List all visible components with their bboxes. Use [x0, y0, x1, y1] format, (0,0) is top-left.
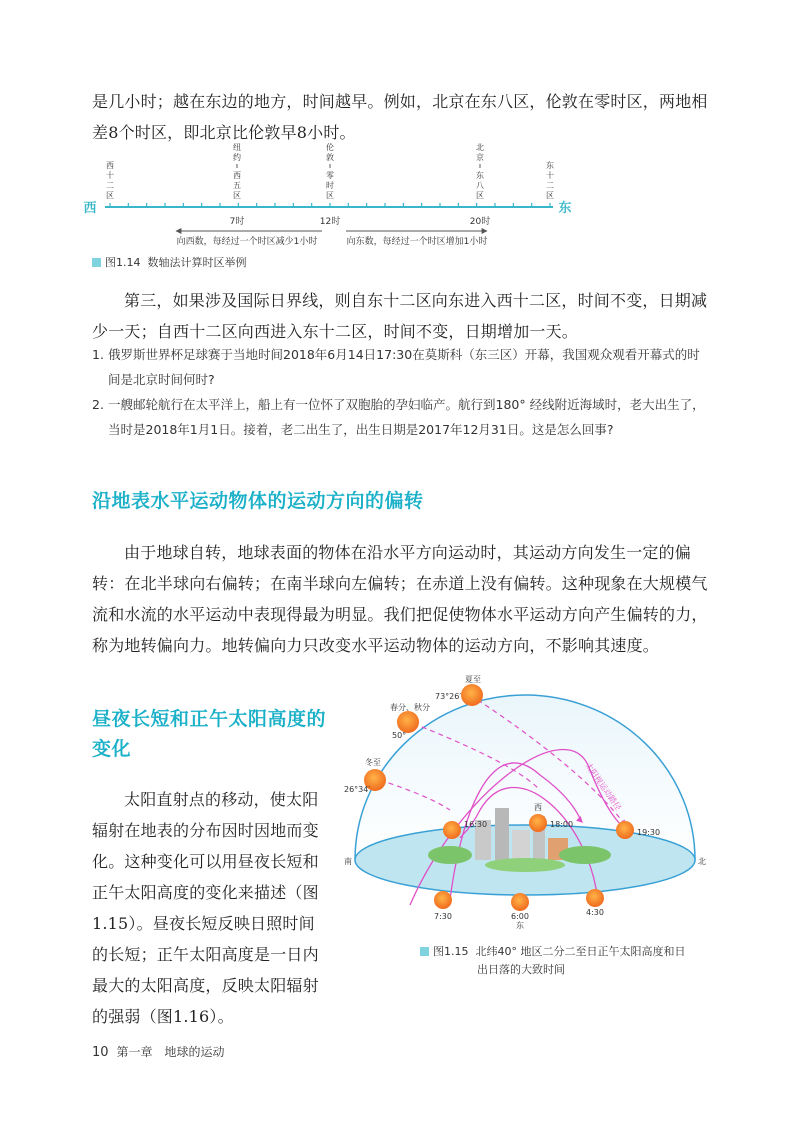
question-list [92, 342, 712, 442]
zone-labels [106, 142, 554, 200]
sun-summer [461, 684, 483, 706]
city-name: 北京 [476, 143, 484, 162]
caption-line-1: 北纬40° 地区二分二至日正午太阳高度和日 [475, 945, 686, 958]
sun-1630 [443, 821, 461, 839]
label-north: 北 [698, 857, 706, 866]
label-winter: 冬至 [365, 758, 381, 767]
path-label: 太阳视运动路径 [583, 760, 623, 813]
zone-name: 东八区 [476, 171, 484, 200]
angle-summer: 73°26′ [435, 692, 462, 701]
intro-paragraph: 是几小时；越在东边的地方，时间越早。例如，北京在东八区，伦敦在零时区，两地相差8个时区，即北京比伦敦早8小时。 [92, 92, 708, 142]
page-number: 10 [92, 1045, 109, 1060]
zone-label-group [326, 142, 334, 200]
sun-0600 [511, 893, 529, 911]
right-note: 向东数，每经过一个时区增加1小时 [346, 237, 488, 247]
zone-name: 西五区 [233, 171, 241, 200]
time-0730: 7:30 [434, 912, 452, 921]
label-south: 南 [344, 857, 352, 866]
caption-text: 数轴法计算时区举例 [147, 256, 247, 269]
caption-line-2: 出日落的大致时间 [477, 963, 565, 976]
page-footer [92, 1043, 225, 1060]
zone-label-group [546, 160, 554, 200]
sun-0430 [586, 889, 604, 907]
city-name: 伦敦 [326, 143, 334, 162]
zone-label-group [476, 142, 484, 200]
sun-equinox [397, 711, 419, 733]
figure-1-15-caption [420, 943, 710, 979]
zone-label-group [233, 142, 241, 200]
city-name: 纽约 [233, 143, 241, 162]
figure-1-14-caption [92, 254, 247, 272]
daylength-paragraph: 太阳直射点的移动，使太阳辐射在地表的分布因时因地而变化。这种变化可以用昼夜长短和正午太阳高度的变化来描述（图1.15）。昼夜长短反映日照时间的长短；正午太阳高度是一日内最大的太阳高度，反映太阳辐射的强弱（图1.16）。 [92, 790, 319, 1026]
deflection-paragraph: 由于地球自转，地球表面的物体在沿水平方向运动时，其运动方向发生一定的偏转：在北半球向右偏转；在南半球向左偏转；在赤道上没有偏转。这种现象在大规模气流和水流的水平运动中表现得最为明显。我们把促使物体水平运动方向产生偏转的力，称为地转偏向力。地转偏向力只改变水平运动物体的运动方向，不影响其速度。 [92, 543, 708, 655]
question-text: 一艘邮轮航行在太平洋上，船上有一位怀了双胞胎的孕妇临产。航行到180° 经线附近海域时，老大出生了，当时是2018年1月1日。接着，老二出生了，出生日期是2017年12月31日。这是怎么回事? [108, 397, 705, 437]
angle-winter: 26°34′ [344, 785, 371, 794]
sun-1800 [529, 814, 547, 832]
label-equinox: 春分、秋分 [390, 703, 430, 712]
time-1630: 16:30 [464, 820, 488, 829]
third-paragraph: 第三，如果涉及国际日界线，则自东十二区向东进入西十二区，时间不变，日期减少一天；自西十二区向西进入东十二区，时间不变，日期增加一天。 [92, 291, 708, 341]
east-label: 东 [558, 201, 572, 216]
caption-marker [92, 258, 101, 267]
sun-1930 [616, 821, 634, 839]
figure-1-15-sun-paths [340, 670, 710, 940]
section-heading-daylength: 昼夜长短和正午太阳高度的变化 [92, 708, 327, 760]
label-west: 西 [534, 803, 542, 812]
time-label-20: 20时 [469, 217, 491, 227]
zone-name: 西十二区 [106, 161, 114, 200]
west-label: 西 [83, 201, 97, 216]
time-1800: 18:00 [550, 820, 574, 829]
zone-label-group [106, 161, 114, 200]
figure-1-14-timezone-line [0, 140, 800, 270]
question-text: 俄罗斯世界杯足球赛于当地时间2018年6月14日17:30在莫斯科（东三区）开幕，我国观众观看开幕式的时间是北京时间何时? [108, 347, 700, 387]
sun-0730 [434, 891, 452, 909]
time-label-12: 12时 [319, 217, 341, 227]
caption-label: 图1.14 [105, 256, 141, 269]
zone-name: 零时区 [326, 171, 334, 200]
question-number: 2. [92, 397, 104, 412]
question-item [92, 392, 712, 442]
time-0430: 4:30 [586, 908, 604, 917]
time-1930: 19:30 [637, 828, 661, 837]
left-note: 向西数，每经过一个时区减少1小时 [176, 237, 318, 247]
label-summer: 夏至 [465, 675, 481, 684]
zone-name: 东十二区 [546, 161, 554, 200]
section-heading-deflection: 沿地表水平运动物体的运动方向的偏转 [92, 490, 424, 512]
chapter-title: 第一章 地球的运动 [116, 1045, 225, 1059]
angle-equinox: 50° [392, 731, 407, 740]
label-east: 东 [516, 921, 524, 930]
caption-marker [420, 947, 429, 956]
question-number: 1. [92, 347, 104, 362]
caption-label: 图1.15 [433, 945, 469, 958]
time-label-7: 7时 [229, 217, 245, 227]
time-0600: 6:00 [511, 912, 529, 921]
question-item [92, 342, 712, 392]
